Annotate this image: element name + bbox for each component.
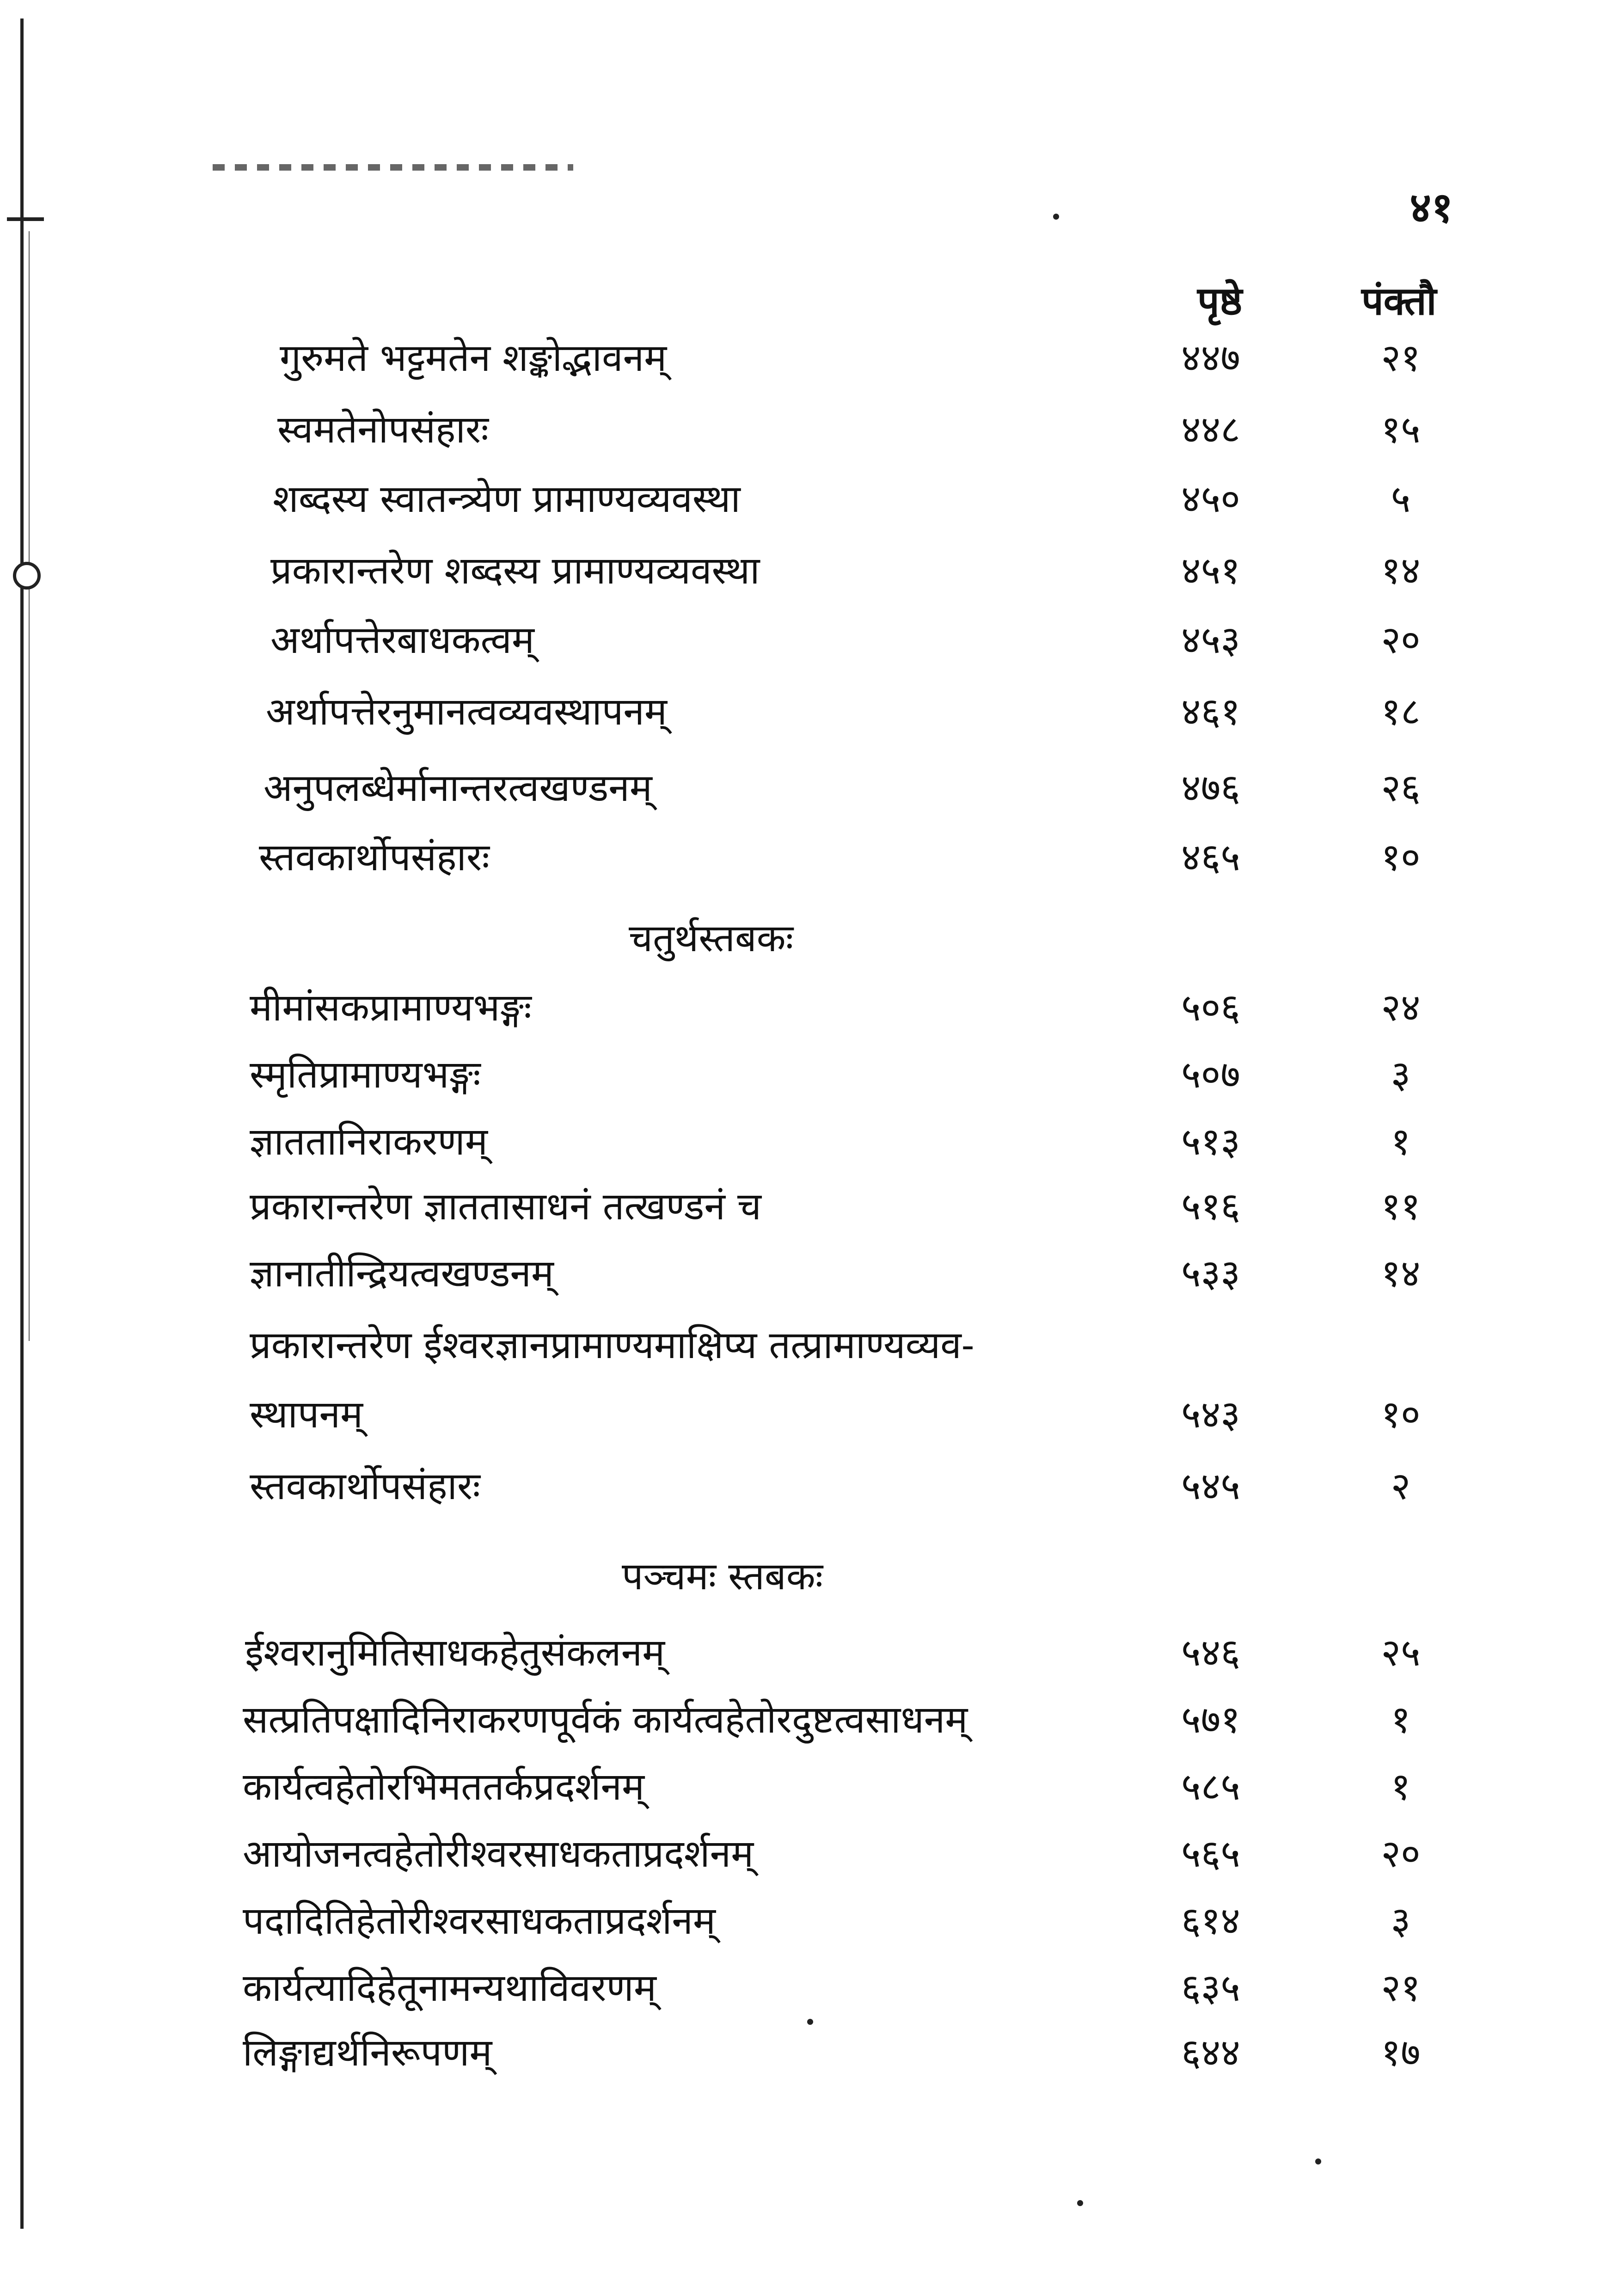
toc-entry-page: ५०६ <box>1181 986 1240 1030</box>
toc-entry-line: ३ <box>1391 1899 1411 1943</box>
toc-entry-line: २ <box>1391 1464 1411 1508</box>
toc-entry-title: लिङ्गाद्यर्थनिरूपणम् <box>243 2031 492 2075</box>
toc-entry-title: प्रकारान्तरेण ईश्वरज्ञानप्रामाण्यमाक्षिप्य तत्प्रामाण्यव्यव- <box>250 1323 974 1367</box>
toc-entry <box>0 677 1624 747</box>
toc-entry-line: ११ <box>1381 1185 1421 1229</box>
toc-entry-title: पदादितिहेतोरीश्वरसाधकताप्रदर्शनम् <box>243 1899 716 1943</box>
toc-entry <box>0 1820 1624 1889</box>
toc-entry-line: २० <box>1381 1832 1421 1876</box>
toc-entry <box>0 1618 1624 1688</box>
toc-entry-page: ५८५ <box>1181 1765 1240 1809</box>
toc-entry <box>0 1452 1624 1521</box>
toc-entry-page: ६३५ <box>1181 1966 1240 2010</box>
toc-entry-line: १४ <box>1381 549 1421 593</box>
toc-entry-title: स्मृतिप्रामाण्यभङ्गः <box>250 1053 481 1097</box>
scan-artifact-dashes <box>213 164 573 171</box>
toc-entry-title: शब्दस्य स्वातन्त्र्येण प्रामाण्यव्यवस्था <box>273 477 741 521</box>
toc-entry-page: ५१६ <box>1181 1185 1240 1229</box>
toc-entry-page: ४६१ <box>1181 690 1240 734</box>
toc-entry-title: ईश्वरानुमितिसाधकहेतुसंकलनम् <box>245 1631 665 1675</box>
toc-entry-title: अर्थापत्तेरबाधकत्वम् <box>270 618 534 662</box>
toc-entry <box>0 2018 1624 2088</box>
page-number: ४१ <box>1410 183 1453 232</box>
toc-entry <box>0 536 1624 606</box>
toc-entry-title: स्वमतेनोपसंहारः <box>277 408 489 452</box>
toc-entry-line: १४ <box>1381 1252 1421 1296</box>
toc-entry-page: ४४८ <box>1181 408 1240 452</box>
toc-entry-page: ५१३ <box>1181 1120 1240 1164</box>
toc-entry-line: २० <box>1381 618 1421 662</box>
toc-entry-line: ५ <box>1391 477 1411 521</box>
toc-entry <box>0 973 1624 1043</box>
toc-entry-page: ५०७ <box>1181 1053 1240 1097</box>
toc-entry-line: १० <box>1381 836 1421 879</box>
toc-entry <box>0 1954 1624 2023</box>
toc-entry-page: ५७१ <box>1181 1698 1240 1742</box>
toc-entry-line: २१ <box>1381 1966 1421 2010</box>
scan-speck <box>1315 2158 1321 2164</box>
toc-entry-page: ४६५ <box>1181 836 1240 879</box>
toc-entry-title: मीमांसकप्रामाण्यभङ्गः <box>250 986 532 1030</box>
toc-entry-title: गुरुमते भट्टमतेन शङ्कोद्भावनम् <box>280 336 667 380</box>
toc-entry <box>0 754 1624 823</box>
toc-entry <box>0 1380 1624 1450</box>
toc-entry <box>0 1040 1624 1110</box>
toc-entry-line: १ <box>1391 1765 1411 1809</box>
toc-entry-page: ४७६ <box>1181 766 1240 810</box>
toc-entry-title: प्रकारान्तरेण ज्ञाततासाधनं तत्खण्डनं च <box>250 1185 761 1229</box>
toc-entry-title-continued: स्थापनम् <box>250 1393 363 1437</box>
toc-entry-title: अर्थापत्तेरनुमानत्वव्यवस्थापनम् <box>266 690 667 734</box>
toc-entry-page: ६४४ <box>1181 2031 1240 2075</box>
toc-entry-title: स्तवकार्थोपसंहारः <box>259 836 490 879</box>
toc-entry-title: ज्ञाततानिराकरणम् <box>250 1120 488 1164</box>
toc-entry-page: ५४५ <box>1181 1464 1240 1508</box>
toc-entry-page: ६१४ <box>1181 1899 1240 1943</box>
binding-edge-tick <box>7 217 44 221</box>
toc-entry-line: २४ <box>1381 986 1421 1030</box>
toc-entry-page: ४५० <box>1181 477 1240 521</box>
toc-entry <box>0 1311 1624 1380</box>
column-header-page: पृष्ठे <box>1197 278 1243 324</box>
toc-entry <box>0 1172 1624 1242</box>
toc-entry-line: १ <box>1391 1120 1411 1164</box>
toc-entry-page: ४५१ <box>1181 549 1240 593</box>
toc-entry-line: २६ <box>1381 766 1421 810</box>
scan-speck <box>1053 214 1059 220</box>
toc-entry-line: १५ <box>1381 408 1421 452</box>
toc-entry-page: ५४६ <box>1181 1631 1240 1675</box>
toc-entry-page: ५४३ <box>1181 1393 1240 1437</box>
toc-entry-line: १ <box>1391 1698 1411 1742</box>
toc-entry-line: २५ <box>1381 1631 1421 1675</box>
toc-entry <box>0 1752 1624 1822</box>
toc-entry-title: ज्ञानातीन्द्रियत्वखण्डनम् <box>250 1252 554 1296</box>
section-heading: पञ्चमः स्तबकः <box>622 1555 823 1599</box>
toc-entry-line: २१ <box>1381 336 1421 380</box>
section-heading: चतुर्थस्तबकः <box>629 916 794 960</box>
toc-entry-title: स्तवकार्थोपसंहारः <box>250 1464 480 1508</box>
toc-entry <box>0 606 1624 675</box>
toc-entry <box>0 1239 1624 1309</box>
toc-entry-title: आयोजनत्वहेतोरीश्वरसाधकताप्रदर्शनम् <box>243 1832 754 1876</box>
toc-entry-line: ३ <box>1391 1053 1411 1097</box>
toc-entry-line: १७ <box>1381 2031 1421 2075</box>
toc-entry-title: सत्प्रतिपक्षादिनिराकरणपूर्वकं कार्यत्वहेतोरदुष्टत्वसाधनम् <box>243 1698 968 1742</box>
toc-entry <box>0 324 1624 393</box>
column-header-line: पंक्तौ <box>1361 278 1437 324</box>
toc-entry-page: ४४७ <box>1181 336 1240 380</box>
scan-speck <box>1077 2200 1083 2206</box>
toc-entry-title: कार्यत्यादिहेतूनामन्यथाविवरणम् <box>243 1966 656 2010</box>
toc-entry <box>0 465 1624 534</box>
toc-entry-page: ५३३ <box>1181 1252 1240 1296</box>
toc-entry-page: ५६५ <box>1181 1832 1240 1876</box>
toc-entry <box>0 1107 1624 1177</box>
toc-entry <box>0 1887 1624 1956</box>
toc-entry-page: ४५३ <box>1181 618 1240 662</box>
toc-entry-line: १८ <box>1381 690 1421 734</box>
toc-entry-title: कार्यत्वहेतोरभिमततर्कप्रदर्शनम् <box>243 1765 645 1809</box>
toc-entry <box>0 1685 1624 1755</box>
toc-entry-line: १० <box>1381 1393 1421 1437</box>
toc-entry <box>0 395 1624 465</box>
toc-entry <box>0 823 1624 892</box>
toc-entry-title: अनुपलब्धेर्मानान्तरत्वखण्डनम् <box>264 766 652 810</box>
toc-entry-title: प्रकारान्तरेण शब्दस्य प्रामाण्यव्यवस्था <box>270 549 760 593</box>
